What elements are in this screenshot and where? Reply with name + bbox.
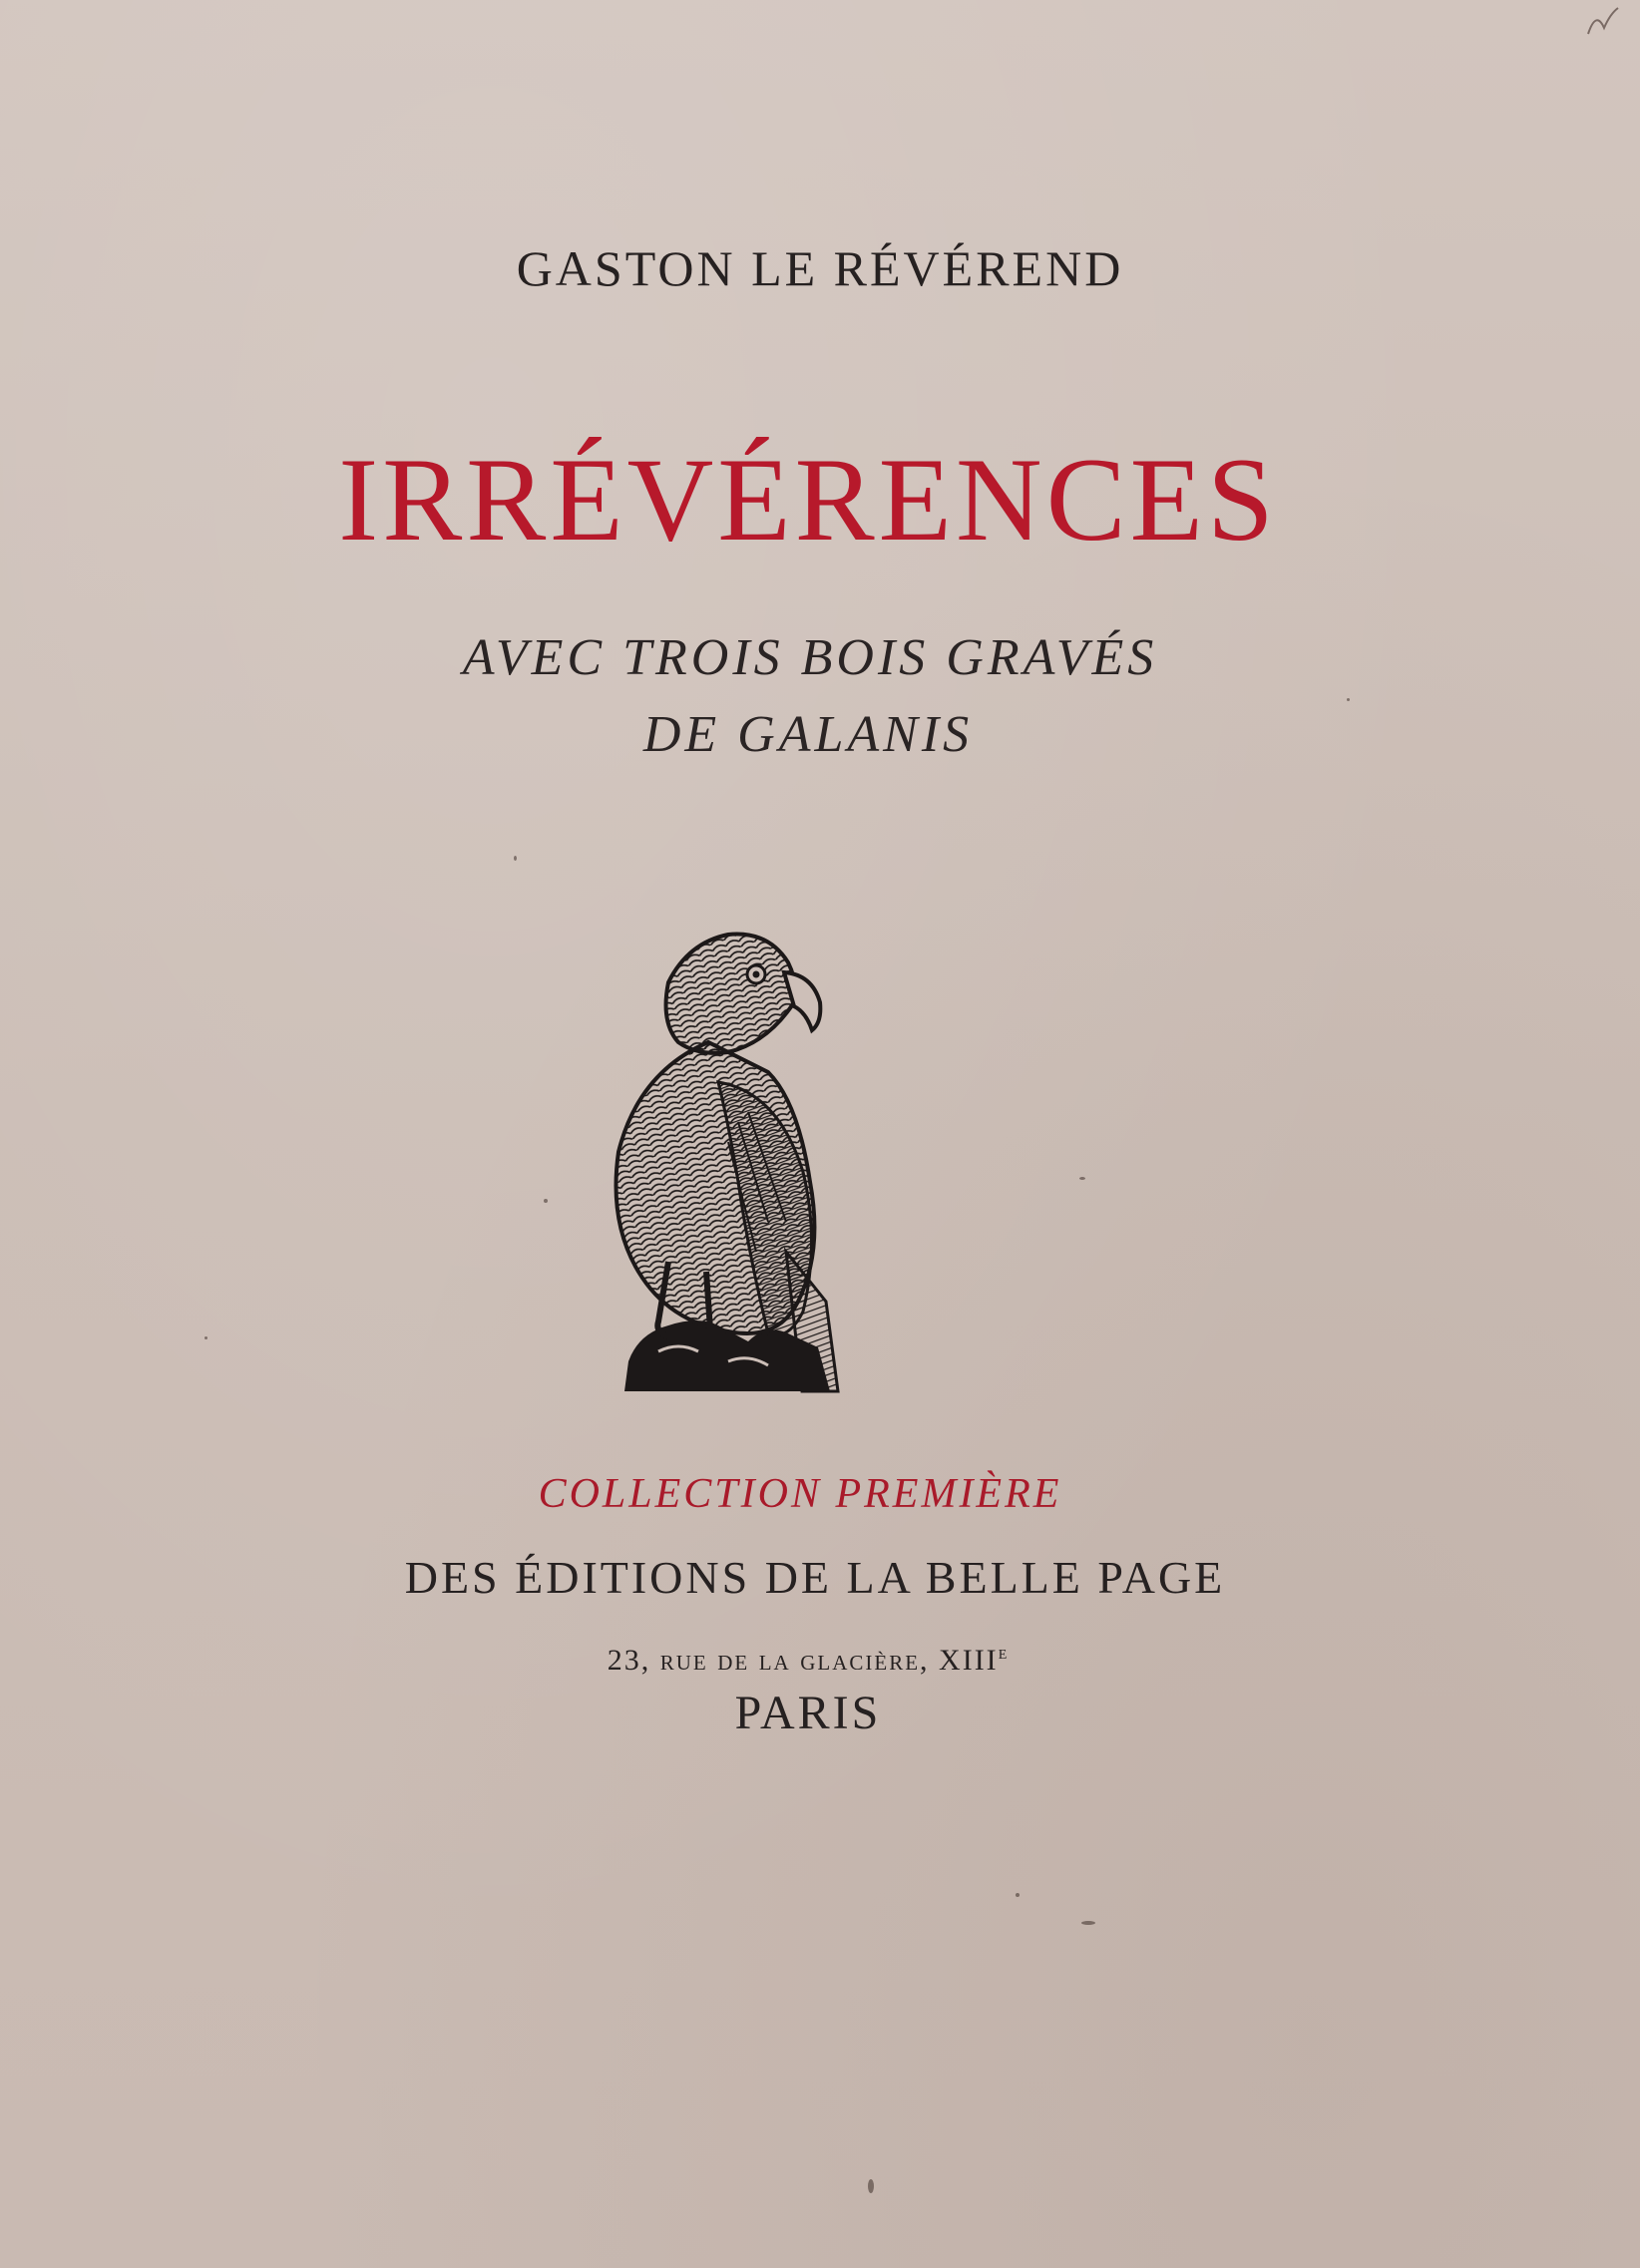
- eagle-woodcut-icon: [599, 923, 898, 1401]
- paper-speck: [1081, 1921, 1095, 1925]
- author-name: GASTON LE RÉVÉREND: [516, 240, 1124, 296]
- subtitle-line-2: DE GALANIS: [642, 706, 974, 763]
- collection-name: COLLECTION PREMIÈRE: [538, 1471, 1062, 1517]
- publisher-name: DES ÉDITIONS DE LA BELLE PAGE: [404, 1552, 1226, 1603]
- publisher-address: [0, 1642, 1628, 1678]
- paper-speck: [1347, 698, 1350, 701]
- paper-speck: [544, 1199, 548, 1203]
- book-title: IRRÉVÉRENCES: [338, 433, 1278, 566]
- address-text: 23, rue de la glacière, XIII: [607, 1644, 999, 1677]
- address-superscript: e: [998, 1642, 1010, 1664]
- publisher-city: PARIS: [734, 1687, 882, 1739]
- pencil-mark: [1584, 4, 1624, 40]
- subtitle-line-1: AVEC TROIS BOIS GRAVÉS: [462, 629, 1158, 686]
- paper-speck: [1016, 1893, 1020, 1897]
- paper-speck: [514, 856, 517, 861]
- paper-speck: [1079, 1177, 1085, 1180]
- paper-speck: [868, 2179, 874, 2193]
- paper-speck: [205, 1336, 207, 1339]
